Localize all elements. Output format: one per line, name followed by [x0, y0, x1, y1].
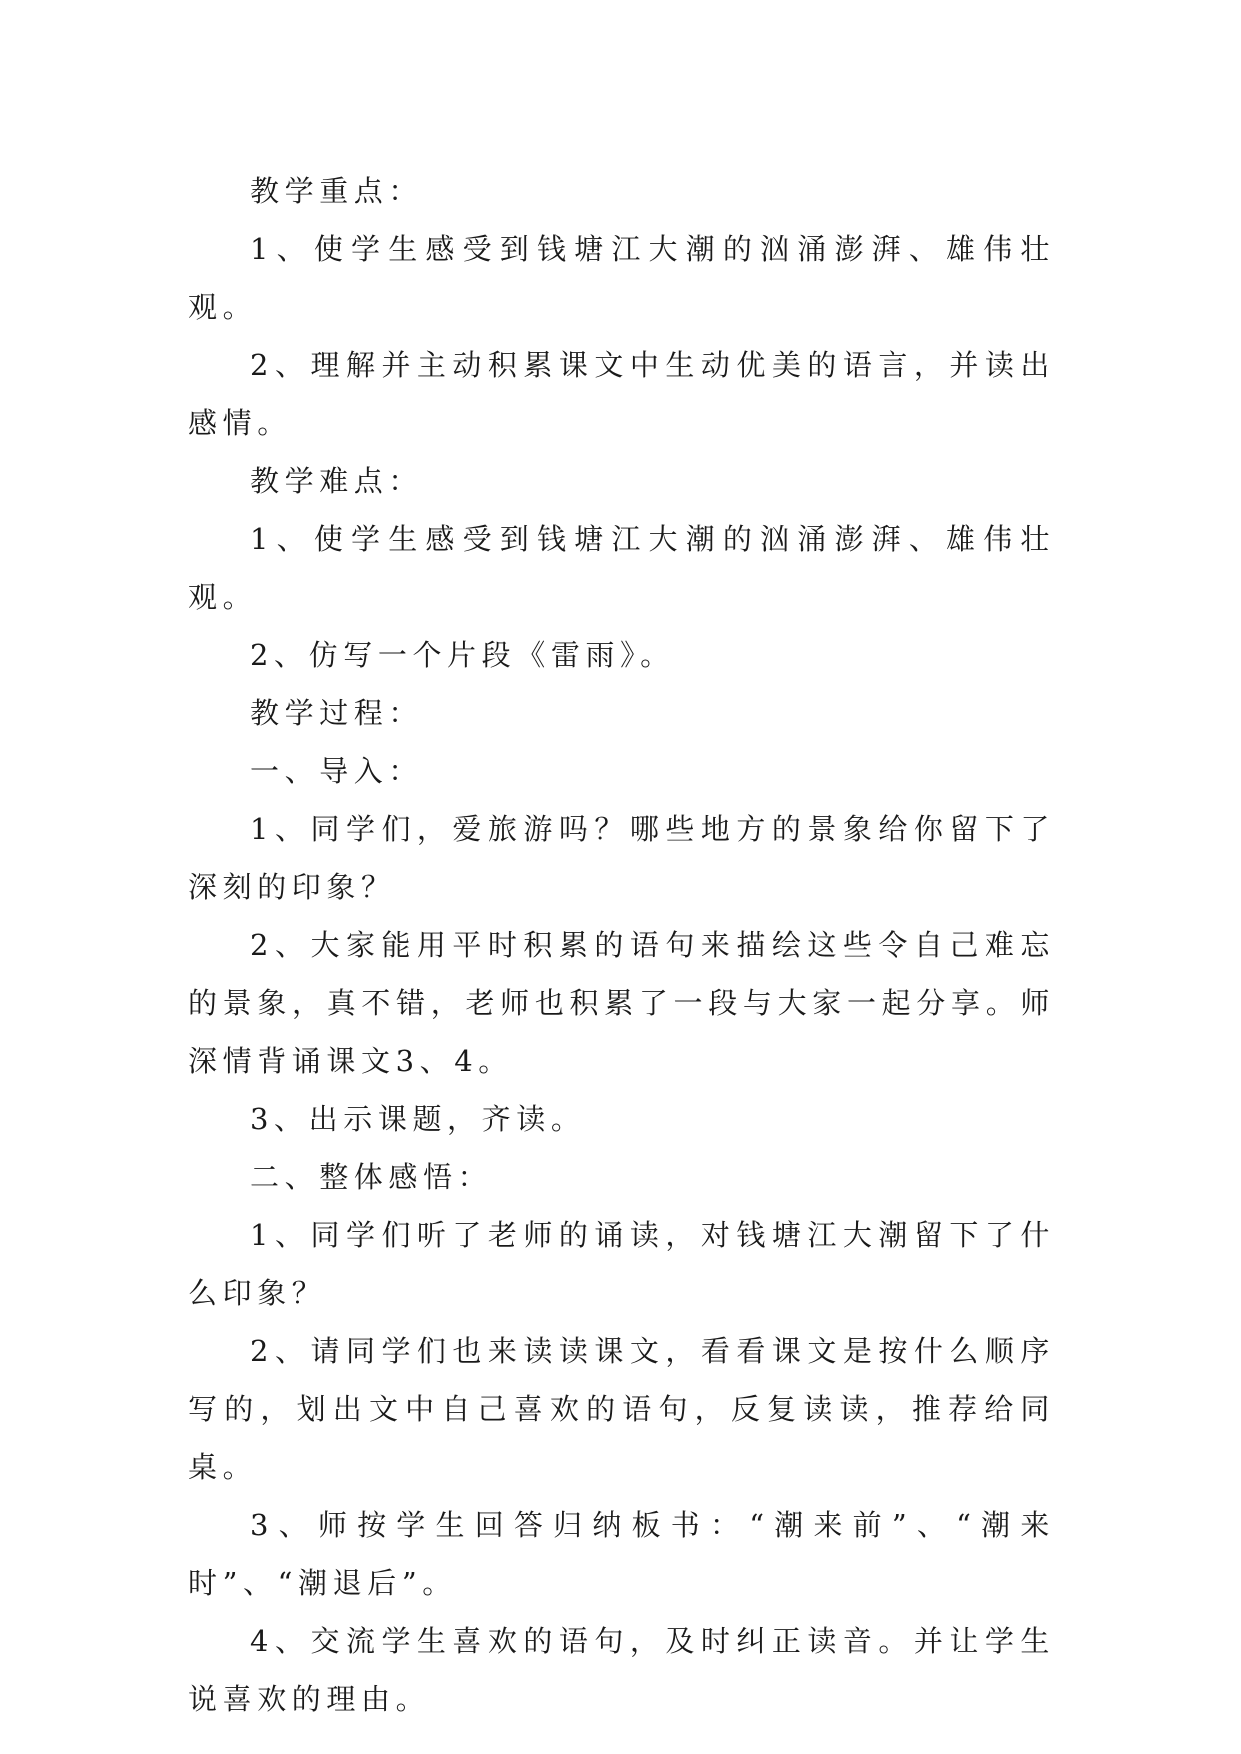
overall-item-3: 3、师按学生回答归纳板书：“潮来前”、“潮来时”、“潮退后”。	[188, 1508, 1055, 1600]
difficulty-item-2: 2、仿写一个片段《雷雨》。	[250, 638, 675, 672]
intro-item-3: 3、出示课题，齐读。	[250, 1102, 586, 1136]
heading-teaching-difficulty: 教学难点：	[250, 464, 424, 498]
focus-item-2: 2、理解并主动积累课文中生动优美的语言，并读出感情。	[188, 348, 1055, 440]
section-heading-overall: 二、整体感悟：	[250, 1160, 493, 1194]
heading-teaching-process: 教学过程：	[250, 696, 424, 730]
overall-item-1: 1、同学们听了老师的诵读，对钱塘江大潮留下了什么印象？	[188, 1218, 1055, 1310]
section-heading-introduction: 一、导入：	[250, 754, 424, 788]
intro-item-1: 1、同学们，爱旅游吗？哪些地方的景象给你留下了深刻的印象？	[188, 812, 1055, 904]
document-page	[188, 162, 1055, 1728]
difficulty-item-1: 1、使学生感受到钱塘江大潮的汹涌澎湃、雄伟壮观。	[188, 522, 1055, 614]
focus-item-1: 1、使学生感受到钱塘江大潮的汹涌澎湃、雄伟壮观。	[188, 232, 1055, 324]
overall-item-2: 2、请同学们也来读读课文，看看课文是按什么顺序写的，划出文中自己喜欢的语句，反复读读，推荐给同桌。	[188, 1334, 1055, 1484]
heading-teaching-focus: 教学重点：	[250, 174, 424, 208]
overall-item-4: 4、交流学生喜欢的语句，及时纠正读音。并让学生说喜欢的理由。	[188, 1624, 1055, 1716]
intro-item-2: 2、大家能用平时积累的语句来描绘这些令自己难忘的景象，真不错，老师也积累了一段与大家一起分享。师深情背诵课文3、4。	[188, 928, 1055, 1078]
